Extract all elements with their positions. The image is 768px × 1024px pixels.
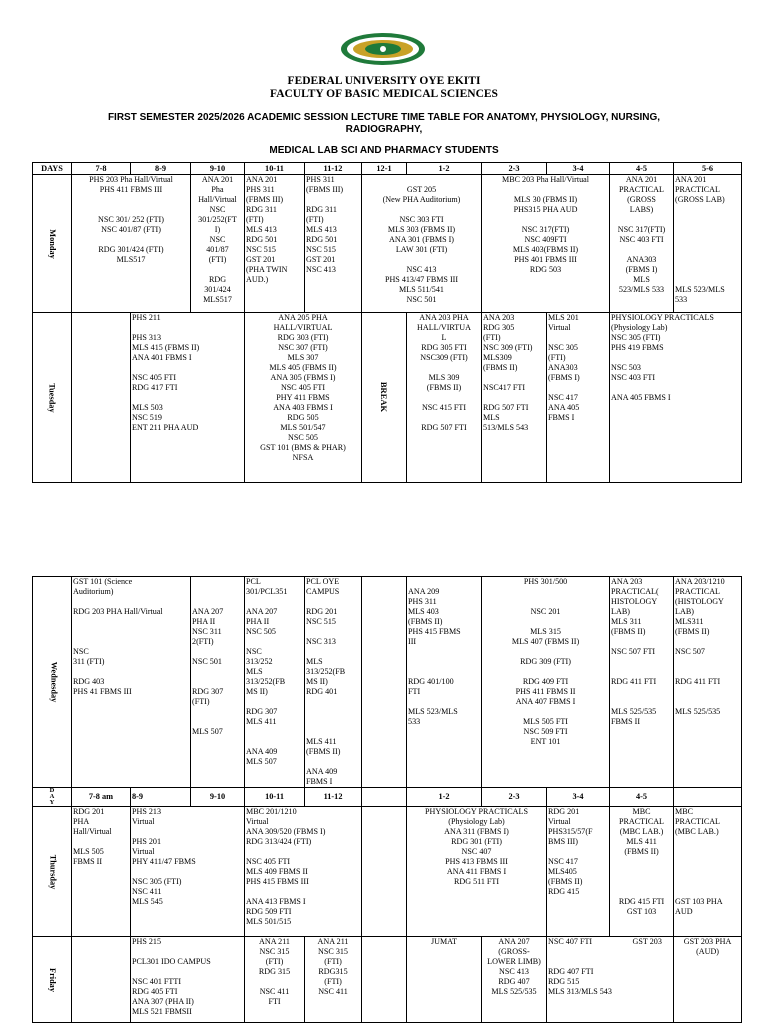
cell-wednesday-1-2: ANA 209 PHS 311 MLS 403 (FBMS II) PHS 415 FBMS III RDG 401/100 FTI MLS 523/MLS 533 [407,577,482,788]
cell-wednesday-12-1 [362,577,407,788]
cell-wednesday-10-11: PCL 301/PCL351 ANA 207 PHA II NSC 505 NSC 313/252 MLS 313/252(FB MS II) RDG 307 MLS 411 ANA 409 MLS 507 [245,577,305,788]
cell-thursday-10-12: MBC 201/1210 Virtual ANA 309/520 (FBMS I) RDG 313/424 (FTI) NSC 405 FTI MLS 409 FBMS II PHS 415 FBMS III ANA 413 FBMS I RDG 509 FTI MLS 501/515 [245,807,362,937]
title-line-3: MEDICAL LAB SCI AND PHARMACY STUDENTS [269,145,499,156]
cell-tuesday-8-10: PHS 211 PHS 313 MLS 415 (FBMS II) ANA 401 FBMS I NSC 405 FTI RDG 417 FTI MLS 503 NSC 519 ENT 211 PHA AUD [131,313,245,483]
header-12-1: 12-1 [362,163,407,175]
header2-5-6 [674,788,742,807]
title-line-2: RADIOGRAPHY, [345,124,423,135]
header2-day: D A Y [33,788,72,807]
title-line-1: FIRST SEMESTER 2025/2026 ACADEMIC SESSION LECTURE TIME TABLE FOR ANATOMY, PHYSIOLOGY, NURSING, [107,112,661,123]
header-2-3: 2-3 [482,163,547,175]
timetable-bottom [32,576,742,1023]
cell-friday-5-6: GST 203 PHA (AUD) [674,937,742,1023]
header-1-2: 1-2 [407,163,482,175]
header-9-10: 9-10 [191,163,245,175]
header2-7-8: 7-8 am [72,788,131,807]
header-days: DAYS [33,163,72,175]
cell-thursday-7-8: RDG 201 PHA Hall/Virtual MLS 505 FBMS II [72,807,131,937]
day-label-tuesday: Tuesday [33,313,72,483]
header-7-8: 7-8 [72,163,131,175]
cell-friday-2-3: ANA 207 (GROSS- LOWER LIMB) NSC 413 RDG 407 MLS 525/535 [482,937,547,1023]
cell-thursday-8-10: PHS 213 Virtual PHS 201 Virtual PHY 411/47 FBMS NSC 305 (FTI) NSC 411 MLS 545 [131,807,245,937]
day-label-friday: Friday [33,937,72,1023]
cell-friday-7-8 [72,937,131,1023]
wednesday-row [33,577,742,788]
university-name: FEDERAL UNIVERSITY OYE EKITI [287,75,481,87]
cell-friday-8-10: PHS 215 PCL301 IDO CAMPUS NSC 401 FTTI RDG 405 FTI ANA 307 (PHA II) MLS 521 FBMSII [131,937,245,1023]
cell-friday-12-1 [362,937,407,1023]
cell-thursday-3-4: RDG 201 Virtual PHS315/57(F BMS III) NSC 417 MLS405 (FBMS II) RDG 415 [547,807,610,937]
friday-row [33,937,742,1023]
title-block [0,112,768,157]
header-block [0,75,768,101]
cell-thursday-4-5: MBC PRACTICAL (MBC LAB.) MLS 411 (FBMS II) RDG 415 FTI GST 103 [610,807,674,937]
break-cell: BREAK [362,313,407,483]
cell-friday-11-12: ANA 211 NSC 315 (FTI) RDG315 (FTI) NSC 411 [305,937,362,1023]
header2-10-11: 10-11 [245,788,305,807]
day-label-thursday: Thursday [33,807,72,937]
cell-monday-2-4: MBC 203 Pha Hall/Virtual MLS 30 (FBMS II) PHS315 PHA AUD NSC 317(FTI) NSC 409FTI MLS 403(FBMS II) PHS 401 FBMS III RDG 503 [482,175,610,313]
header-8-9: 8-9 [131,163,191,175]
header-3-4: 3-4 [547,163,610,175]
cell-wednesday-4-5: ANA 203 PRACTICAL( HISTOLOGY LAB) MLS 311 (FBMS II) NSC 507 FTI RDG 411 FTI MLS 525/535 FBMS II [610,577,674,788]
cell-wednesday-9-10: ANA 207 PHA II NSC 311 2(FTI) NSC 501 RDG 307 (FTI) MLS 507 [191,577,245,788]
cell-friday-3-5: NSC 407 FTI GST 203 RDG 407 FTI RDG 515 MLS 313/MLS 543 [547,937,674,1023]
cell-wednesday-5-6: ANA 203/1210 PRACTICAL (HISTOLOGY LAB) MLS311 (FBMS II) NSC 507 RDG 411 FTI MLS 525/535 [674,577,742,788]
cell-wednesday-7-9: GST 101 (Science Auditorium) RDG 203 PHA Hall/Virtual NSC 311 (FTI) RDG 403 PHS 41 FBMS III [72,577,191,788]
cell-thursday-12-1 [362,807,407,937]
day-label-wednesday: Wednesday [33,577,72,788]
cell-tuesday-3-4: MLS 201 Virtual NSC 305 (FTI) ANA303 (FBMS I) NSC 417 ANA 405 FBMS I [547,313,610,483]
header-4-5: 4-5 [610,163,674,175]
cell-wednesday-11-12: PCL OYE CAMPUS RDG 201 NSC 515 NSC 313 MLS 313/252(FB MS II) RDG 401 MLS 411 (FBMS II) ANA 409 FBMS I [305,577,362,788]
header-row-2 [33,788,742,807]
cell-friday-10-11: ANA 211 NSC 315 (FTI) RDG 315 NSC 411 FTI [245,937,305,1023]
cell-tuesday-2-3: ANA 203 RDG 305 (FTI) NSC 309 (FTI) MLS309 (FBMS II) NSC417 FTI RDG 507 FTI MLS 513/MLS 543 [482,313,547,483]
header2-4-5: 4-5 [610,788,674,807]
tuesday-row [33,313,742,483]
cell-monday-10-11: ANA 201 PHS 311 (FBMS III) RDG 311 (FTI) MLS 413 RDG 501 NSC 515 GST 201 (PHA TWIN AUD.) [245,175,305,313]
cell-monday-5-6: ANA 201 PRACTICAL (GROSS LAB) MLS 523/MLS 533 [674,175,742,313]
header2-8-9: 8-9 [131,788,191,807]
header2-11-12: 11-12 [305,788,362,807]
cell-tuesday-7-8 [72,313,131,483]
header2-2-3: 2-3 [482,788,547,807]
monday-row [33,175,742,313]
university-logo [340,32,426,66]
header2-12-1 [362,788,407,807]
cell-thursday-1-3: PHYSIOLOGY PRACTICALS (Physiology Lab) ANA 311 (FBMS I) RDG 301 (FTI) NSC 407 PHS 413 FBMS III ANA 411 FBMS I RDG 511 FTI [407,807,547,937]
cell-monday-11-12: PHS 311 (FBMS III) RDG 311 (FTI) MLS 413 RDG 501 NSC 515 GST 201 NSC 413 [305,175,362,313]
cell-tuesday-1-2: ANA 203 PHA HALL/VIRTUA L RDG 305 FTI NSC309 (FTI) MLS 309 (FBMS II) NSC 415 FTI RDG 507 FTI [407,313,482,483]
timetable-top [32,162,742,483]
cell-monday-4-5: ANA 201 PRACTICAL (GROSS LABS) NSC 317(FTI) NSC 403 FTI ANA303 (FBMS I) MLS 523/MLS 533 [610,175,674,313]
header-10-11: 10-11 [245,163,305,175]
header-row [33,163,742,175]
cell-friday-1-2: JUMAT [407,937,482,1023]
header-11-12: 11-12 [305,163,362,175]
header2-1-2: 1-2 [407,788,482,807]
day-label-monday: Monday [33,175,72,313]
cell-thursday-5-6: MBC PRACTICAL (MBC LAB.) GST 103 PHA AUD [674,807,742,937]
faculty-name: FACULTY OF BASIC MEDICAL SCIENCES [270,88,498,100]
cell-tuesday-4-6: PHYSIOLOGY PRACTICALS (Physiology Lab) NSC 305 (FTI) PHS 419 FBMS NSC 503 NSC 403 FTI ANA 405 FBMS I [610,313,742,483]
cell-monday-7-9: PHS 203 Pha Hall/Virtual PHS 411 FBMS III NSC 301/ 252 (FTI) NSC 401/87 (FTI) RDG 301/424 (FTI) MLS517 [72,175,191,313]
cell-tuesday-10-12: ANA 205 PHA HALL/VIRTUAL RDG 303 (FTI) NSC 307 (FTI) MLS 307 MLS 405 (FBMS II) ANA 305 (FBMS I) NSC 405 FTI PHY 411 FBMS ANA 403 FBMS I RDG 505 MLS 501/547 NSC 505 GST 101 (BMS & PHAR) NFSA [245,313,362,483]
cell-wednesday-2-4: PHS 301/500 NSC 201 MLS 315 MLS 407 (FBMS II) RDG 309 (FTI) RDG 409 FTI PHS 411 FBMS II ANA 407 FBMS I MLS 505 FTI NSC 509 FTI ENT 101 [482,577,610,788]
header2-3-4: 3-4 [547,788,610,807]
header2-9-10: 9-10 [191,788,245,807]
cell-monday-12-2: GST 205 (New PHA Auditorium) NSC 303 FTI MLS 303 (FBMS II) ANA 301 (FBMS I) LAW 301 (FTI) NSC 413 PHS 413/47 FBMS III MLS 511/541 NSC 501 [362,175,482,313]
header-5-6: 5-6 [674,163,742,175]
cell-monday-9-10: ANA 201 Pha Hall/Virtual NSC 301/252(FT I) NSC 401/87 (FTI) RDG 301/424 MLS517 [191,175,245,313]
thursday-row [33,807,742,937]
